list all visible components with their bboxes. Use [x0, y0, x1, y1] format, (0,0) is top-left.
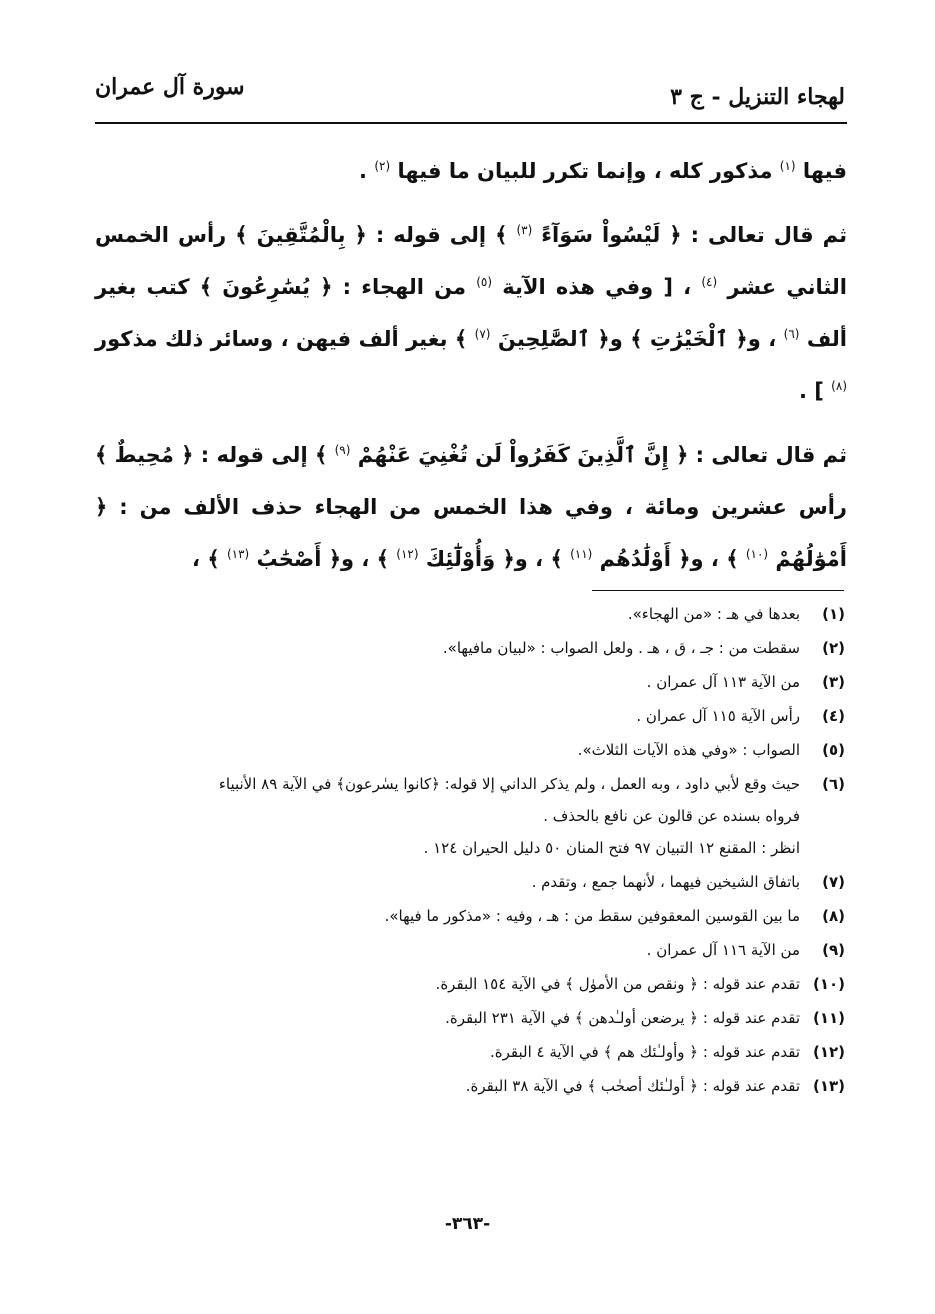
- footnote-item: [80, 939, 845, 961]
- paragraph: [95, 429, 847, 585]
- footnote-text: باتفاق الشيخين فيهما ، لأنهما جمع ، وتقدم .: [531, 873, 800, 891]
- footnote-number: (٦): [822, 775, 845, 793]
- text-run: ] .: [798, 379, 832, 403]
- footnote-item: [80, 603, 845, 625]
- text-run: ثم قال تعالى : ﴿ لَيْسُواْ سَوَآءً: [532, 223, 847, 247]
- footnote-text: من الآية ١١٦ آل عمران .: [646, 941, 800, 959]
- text-run: مذكور كله ، وإنما تكرر للبيان ما فيها: [390, 159, 780, 183]
- footnote-text: تقدم عند قوله : ﴿ أولـٰئك أصحٰب ﴾ في الآية ٣٨ البقرة.: [465, 1077, 800, 1095]
- text-run: ﴾ بغير ألف فيهن ، وسائر ذلك مذكور: [95, 327, 475, 351]
- footnote-marker: (١٢): [396, 547, 419, 561]
- footnote-marker: (١): [779, 159, 796, 173]
- footnote-number: (٨): [822, 907, 845, 925]
- text-run: ﴾ إلى قوله : ﴿ بِالْمُتَّقِينَ ﴾ رأس الخمس الثاني عشر: [95, 223, 847, 299]
- footnote-item: [80, 637, 845, 659]
- page-number: -٣٦٣-: [444, 1214, 491, 1234]
- text-run: ثم قال تعالى : ﴿ إِنَّ ٱلَّذِينَ كَفَرُواْ لَن تُغْنِيَ عَنْهُمْ: [350, 443, 847, 467]
- paragraph: [95, 145, 847, 197]
- footnote-text: الصواب : «وفي هذه الآيات الثلاث».: [577, 741, 800, 759]
- footnote-number: (٤): [822, 707, 845, 725]
- footnote-item: [80, 773, 845, 859]
- footnote-text: تقدم عند قوله : ﴿ يرضعن أولـٰدهن ﴾ في الآية ٢٣١ البقرة.: [445, 1009, 800, 1027]
- footnote-item: [80, 705, 845, 727]
- main-text: [95, 145, 847, 597]
- footnote-marker: (٢): [374, 159, 391, 173]
- footnote-marker: (٥): [476, 275, 493, 289]
- footnote-number: (٥): [822, 741, 845, 759]
- footnote-marker: (١١): [570, 547, 593, 561]
- footnote-item: [80, 1007, 845, 1029]
- footnote-number: (١): [822, 605, 845, 623]
- surah-title: سورة آل عمران: [95, 74, 245, 100]
- footnote-text: حيث وقع لأبي داود ، وبه العمل ، ولم يذكر الداني إلا قوله: ﴿كانوا يسٰرعون﴾ في الآية ٨٩ الأنبياء: [218, 775, 800, 793]
- text-run: من الهجاء : ﴿ يُسَٰرِعُونَ ﴾ كتب بغير ألف: [95, 275, 847, 351]
- text-run: ، [ وفي هذه الآية: [492, 275, 702, 299]
- footnote-text: تقدم عند قوله : ﴿ ونقص من الأموٰل ﴾ في الآية ١٥٤ البقرة.: [435, 975, 800, 993]
- footnote-text: من الآية ١١٣ آل عمران .: [646, 673, 800, 691]
- text-run: .: [359, 159, 375, 183]
- footnote-text: انظر : المقنع ١٢ التبيان ٩٧ فتح المنان ٥٠ دليل الحيران ١٢٤ .: [423, 839, 800, 857]
- footnote-item: [80, 739, 845, 761]
- footnote-text: رأس الآية ١١٥ آل عمران .: [636, 707, 800, 725]
- text-run: ﴾ ، و﴿ أَصْحَٰبُ: [249, 547, 397, 571]
- footnote-marker: (٧): [474, 327, 491, 341]
- footnote-item: [80, 905, 845, 927]
- footnote-number: (١٠): [812, 975, 845, 993]
- book-title: لهجاء التنزيل - ج ٣: [670, 84, 845, 110]
- footnote-marker: (١٣): [226, 547, 250, 561]
- footnote-item: [80, 1075, 845, 1097]
- footnote-number: (١١): [812, 1009, 845, 1027]
- footnote-text: سقطت من : جـ ، ق ، هـ . ولعل الصواب : «لبيان مافيها».: [442, 639, 800, 657]
- text-run: ﴾ إلى قوله : ﴿ مُحِيطٌ ﴾ رأس عشرين ومائة ، وفي هذا الخمس من الهجاء حذف الألف من : ﴿ أَمْوَٰلُهُمْ: [95, 443, 847, 571]
- footnote-number: (٢): [822, 639, 845, 657]
- paragraph: [95, 209, 847, 417]
- footnote-text: ما بين القوسين المعقوفين سقط من : هـ ، وفيه : «مذكور ما فيها».: [384, 907, 800, 925]
- footnote-item: [80, 1041, 845, 1063]
- footnote-marker: (١٠): [745, 547, 769, 561]
- footnote-item: [80, 973, 845, 995]
- footnotes: [80, 603, 845, 1109]
- footnote-number: (٣): [822, 673, 845, 691]
- footnote-marker: (٣): [516, 223, 533, 237]
- footnote-number: (٧): [822, 873, 845, 891]
- footnote-item: [80, 671, 845, 693]
- text-run: ﴾ ،: [192, 547, 227, 571]
- footnote-marker: (٦): [783, 327, 800, 341]
- text-run: فيها: [795, 159, 847, 183]
- footnote-marker: (٨): [831, 379, 847, 393]
- footnote-text: تقدم عند قوله : ﴿ وأولـٰئك هم ﴾ في الآية ٤ البقرة.: [489, 1043, 800, 1061]
- footnote-number: (١٣): [812, 1077, 845, 1095]
- footnote-marker: (٩): [334, 443, 351, 457]
- text-run: ﴾ ، و﴿ وَأُوْلَٰٓئِكَ: [418, 547, 571, 571]
- text-run: ، و﴿ ٱلْخَيْرَٰتِ ﴾ و﴿ ٱلصَّٰلِحِينَ: [490, 327, 784, 351]
- footnote-marker: (٤): [701, 275, 718, 289]
- running-header: [95, 70, 845, 122]
- text-run: ﴾ ، و﴿ أَوْلَٰدُهُم: [592, 547, 746, 571]
- footnote-number: (١٢): [812, 1043, 845, 1061]
- footnote-divider: [592, 590, 844, 591]
- footnote-text: فرواه بسنده عن قالون عن نافع بالحذف .: [543, 807, 800, 825]
- footnote-number: (٩): [822, 941, 845, 959]
- footnote-text: بعدها في هـ : «من الهجاء».: [627, 605, 800, 623]
- header-divider: [95, 122, 847, 124]
- footnote-item: [80, 871, 845, 893]
